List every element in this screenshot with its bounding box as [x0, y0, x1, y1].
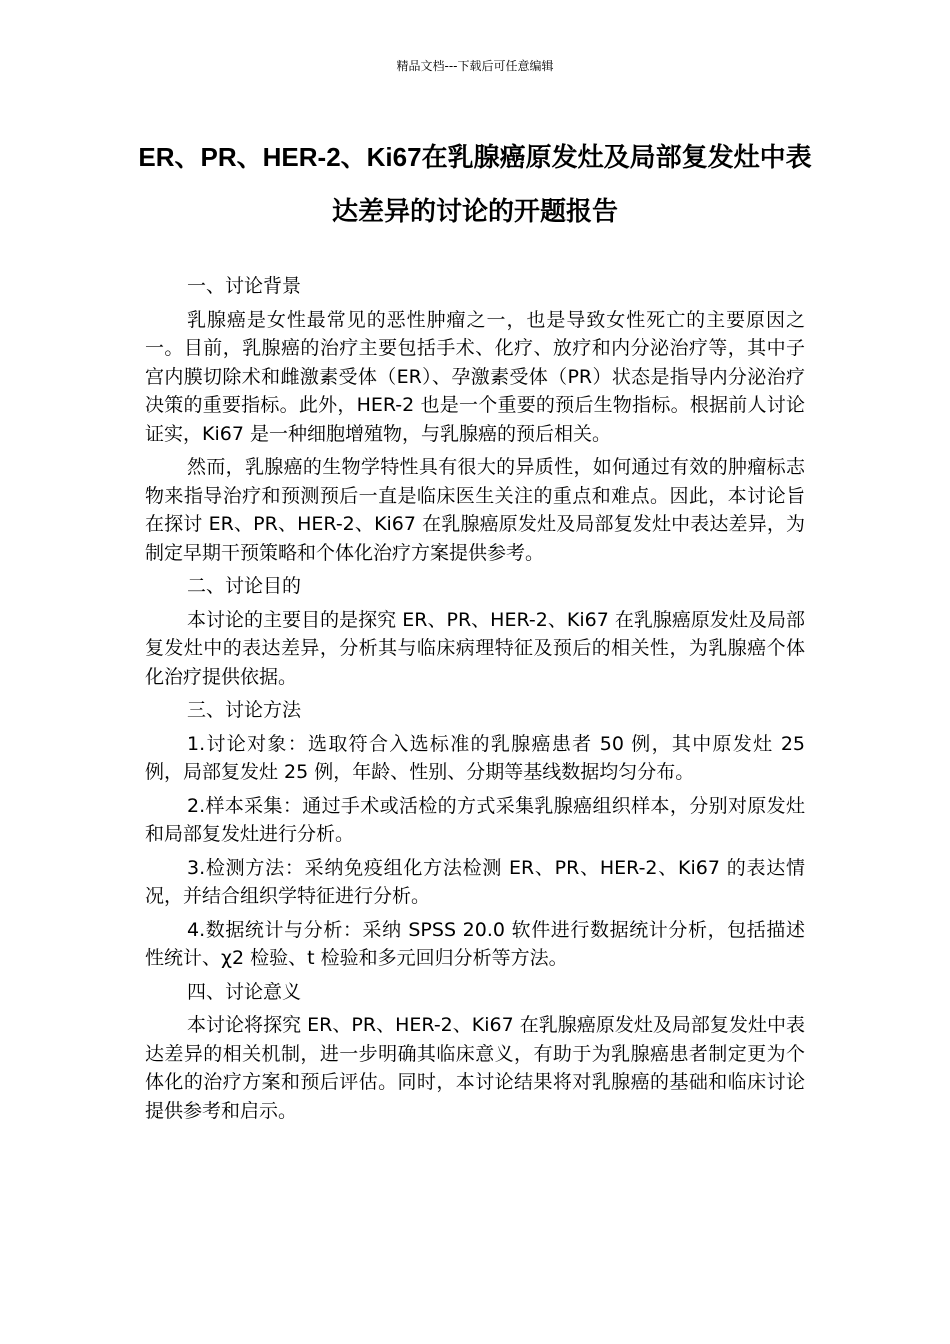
- paragraph: 本讨论将探究 ER、PR、HER-2、Ki67 在乳腺癌原发灶及局部复发灶中表达差异的相关机制，进一步明确其临床意义，有助于为乳腺癌患者制定更为个体化的治疗方案和预后评估。同时，本讨论结果将对乳腺癌的基础和临床讨论提供参考和启示。: [145, 1014, 805, 1122]
- document-body: [145, 272, 805, 1130]
- paragraph: 乳腺癌是女性最常见的恶性肿瘤之一，也是导致女性死亡的主要原因之一。目前，乳腺癌的治疗主要包括手术、化疗、放疗和内分泌治疗等，其中子宫内膜切除术和雌激素受体（ER）、孕激素受体（PR）状态是指导内分泌治疗决策的重要指标。此外，HER-2 也是一个重要的预后生物指标。根据前人讨论证实，Ki67 是一种细胞增殖物，与乳腺癌的预后相关。: [145, 308, 805, 445]
- paragraph: 然而，乳腺癌的生物学特性具有很大的异质性，如何通过有效的肿瘤标志物来指导治疗和预测预后一直是临床医生关注的重点和难点。因此，本讨论旨在探讨 ER、PR、HER-2、Ki67 在乳腺癌原发灶及局部复发灶中表达差异，为制定早期干预策略和个体化治疗方案提供参考。: [145, 456, 805, 564]
- section-heading: 四、讨论意义: [187, 980, 302, 1003]
- section-significance: [145, 978, 805, 1126]
- paragraph: 3.检测方法：采纳免疫组化方法检测 ER、PR、HER-2、Ki67 的表达情况，并结合组织学特征进行分析。: [145, 856, 805, 907]
- section-heading: 二、讨论目的: [187, 575, 302, 597]
- paragraph: 2.样本采集：通过手术或活检的方式采集乳腺癌组织样本，分别对原发灶和局部复发灶进行分析。: [145, 794, 805, 845]
- section-heading: 一、讨论背景: [187, 275, 302, 297]
- page-header: 精品文档---下载后可任意编辑: [396, 59, 554, 73]
- section-purpose: [145, 572, 805, 691]
- section-background: [145, 272, 805, 567]
- paragraph: 本讨论的主要目的是探究 ER、PR、HER-2、Ki67 在乳腺癌原发灶及局部复发灶中的表达差异，分析其与临床病理特征及预后的相关性，为乳腺癌个体化治疗提供依据。: [145, 608, 805, 688]
- paragraph: 4.数据统计与分析：采纳 SPSS 20.0 软件进行数据统计分析，包括描述性统计、χ2 检验、t 检验和多元回归分析等方法。: [145, 918, 805, 969]
- paragraph: 1.讨论对象：选取符合入选标准的乳腺癌患者 50 例，其中原发灶 25 例，局部复发灶 25 例，年龄、性别、分期等基线数据均匀分布。: [145, 732, 805, 783]
- document-title: ER、PR、HER-2、Ki67在乳腺癌原发灶及局部复发灶中表达差异的讨论的开题报告: [138, 142, 812, 226]
- section-heading: 三、讨论方法: [187, 699, 302, 721]
- section-methods: [145, 696, 805, 973]
